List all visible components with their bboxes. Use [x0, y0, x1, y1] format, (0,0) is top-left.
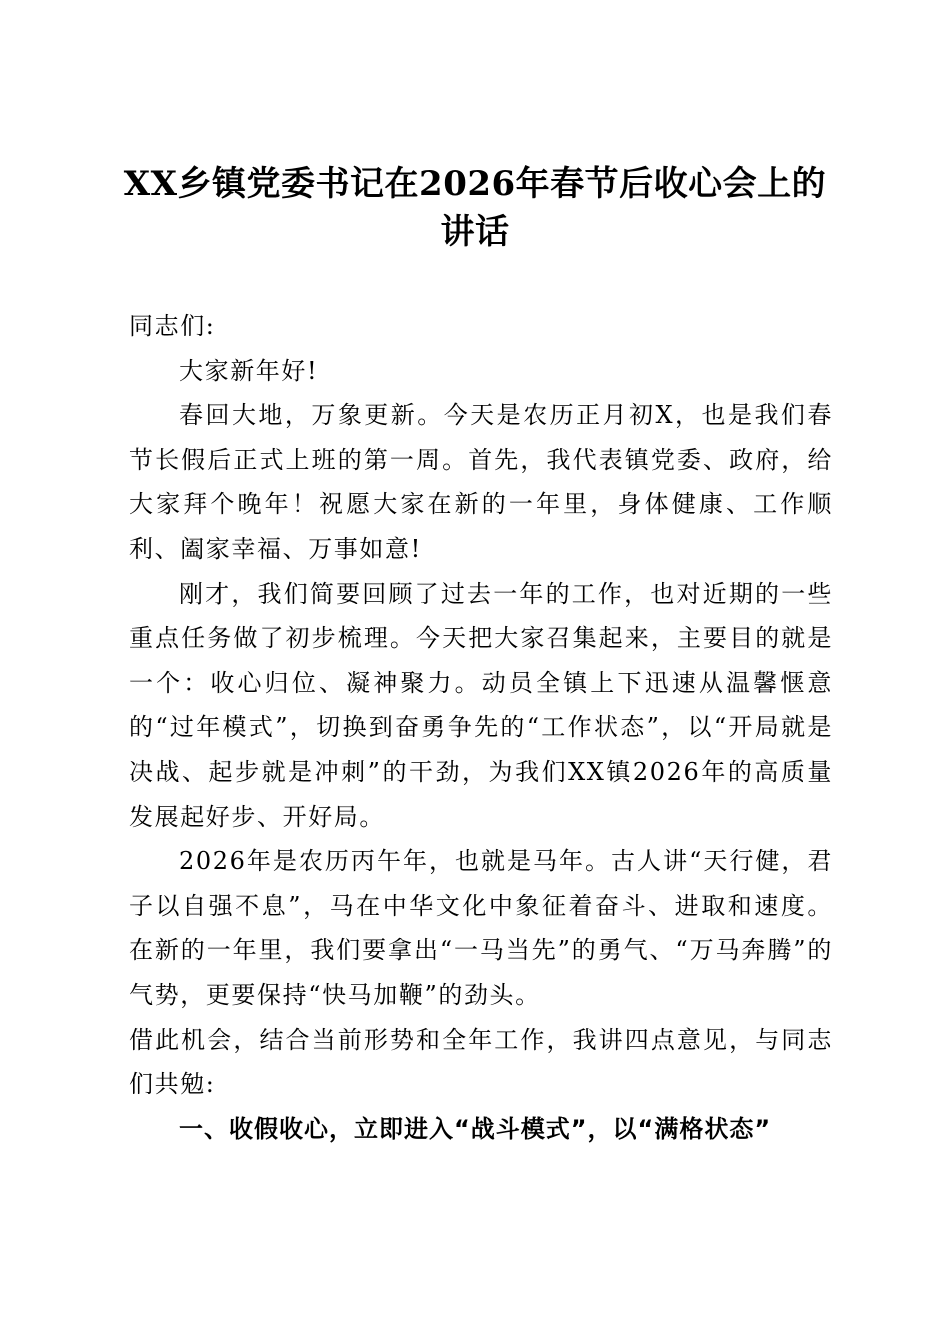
- section-heading-1: 一、收假收心，立即进入“战斗模式”，以“满格状态”: [179, 1114, 772, 1143]
- title-line-1: XX乡镇党委书记在2026年春节后收心会上的: [123, 164, 827, 204]
- document-body: [129, 304, 833, 1151]
- paragraph-horse-year: 2026年是农历丙午年，也就是马年。古人讲“天行健，君子以自强不息”，马在中华文化中象征着奋斗、进取和速度。在新的一年里，我们要拿出“一马当先”的勇气、“万马奔腾”的气势，更要保持“快马加鞭”的劲头。: [129, 847, 833, 1009]
- paragraph-purpose: 刚才，我们简要回顾了过去一年的工作，也对近期的一些重点任务做了初步梳理。今天把大家召集起来，主要目的就是一个：收心归位、凝神聚力。动员全镇上下迅速从温馨惬意的“过年模式”，切换到奋勇争先的“工作状态”，以“开局就是决战、起步就是冲刺”的干劲，为我们XX镇2026年的高质量发展起好步、开好局。: [129, 579, 833, 831]
- paragraph-greeting: 大家新年好!: [179, 356, 319, 385]
- title-line-2: 讲话: [440, 212, 510, 252]
- paragraph-closing: 借此机会，结合当前形势和全年工作，我讲四点意见，与同志们共勉:: [129, 1025, 833, 1099]
- paragraph-opening: 春回大地，万象更新。今天是农历正月初X，也是我们春节长假后正式上班的第一周。首先，我代表镇党委、政府，给大家拜个晚年！祝愿大家在新的一年里，身体健康、工作顺利、阖家幸福、万事如意!: [129, 401, 833, 563]
- document-title: [100, 160, 850, 256]
- salutation: 同志们:: [129, 312, 216, 340]
